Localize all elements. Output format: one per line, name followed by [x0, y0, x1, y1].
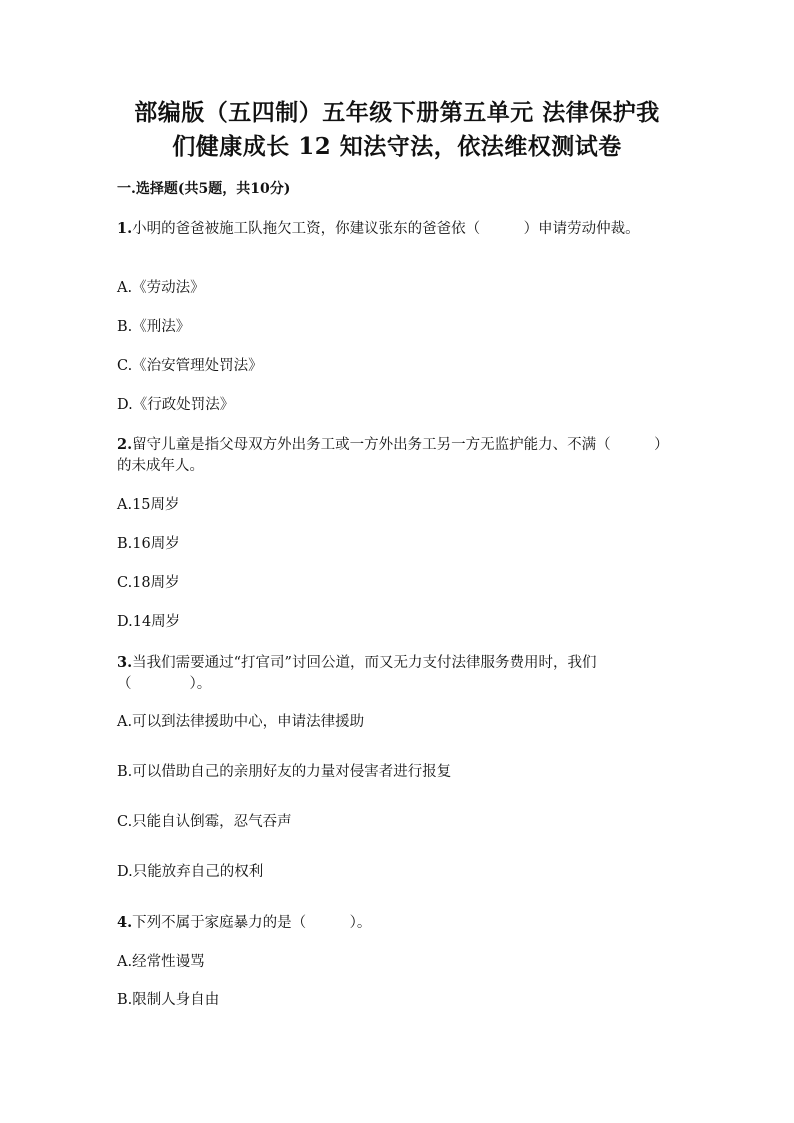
- option-1b: B.《刑法》: [117, 319, 191, 335]
- option-2d: D.14周岁: [117, 614, 181, 630]
- question-4: [117, 912, 662, 934]
- question-number: 1.: [117, 220, 133, 237]
- question-number: 4.: [117, 914, 133, 931]
- question-text: 下列不属于家庭暴力的是（ ）。: [132, 915, 372, 931]
- question-number: 3.: [117, 654, 133, 671]
- page-title-line-2: 们健康成长 12 知法守法，依法维权测试卷: [172, 133, 622, 160]
- question-number: 2.: [117, 436, 133, 453]
- section-heading: 一.选择题(共5题，共10分): [117, 181, 291, 197]
- option-3d: D.只能放弃自己的权利: [117, 864, 264, 880]
- option-3c: C.只能自认倒霉，忍气吞声: [117, 814, 292, 830]
- question-text: 小明的爸爸被施工队拖欠工资，你建议张东的爸爸依（ ）申请劳动仲裁。: [132, 221, 640, 237]
- question-1: [117, 218, 662, 240]
- question-3: [117, 652, 662, 695]
- option-3b: B.可以借助自己的亲朋好友的力量对侵害者进行报复: [117, 764, 452, 780]
- question-text: 留守儿童是指父母双方外出务工或一方外出务工另一方无监护能力、不满（ ）的未成年人。: [117, 437, 662, 474]
- question-text: 当我们需要通过“打官司”讨回公道，而又无力支付法律服务费用时，我们（ ）。: [117, 655, 597, 692]
- option-4b: B.限制人身自由: [117, 992, 220, 1008]
- option-1d: D.《行政处罚法》: [117, 397, 235, 413]
- option-1c: C.《治安管理处罚法》: [117, 358, 263, 374]
- option-1a: A.《劳动法》: [117, 280, 205, 296]
- page-title-line-1: 部编版（五四制）五年级下册第五单元 法律保护我: [134, 99, 660, 126]
- option-3a: A.可以到法律援助中心，申请法律援助: [117, 714, 365, 730]
- option-2c: C.18周岁: [117, 575, 180, 591]
- option-2b: B.16周岁: [117, 536, 180, 552]
- option-4a: A.经常性谩骂: [117, 954, 205, 970]
- option-2a: A.15周岁: [117, 497, 180, 513]
- question-2: [117, 434, 662, 477]
